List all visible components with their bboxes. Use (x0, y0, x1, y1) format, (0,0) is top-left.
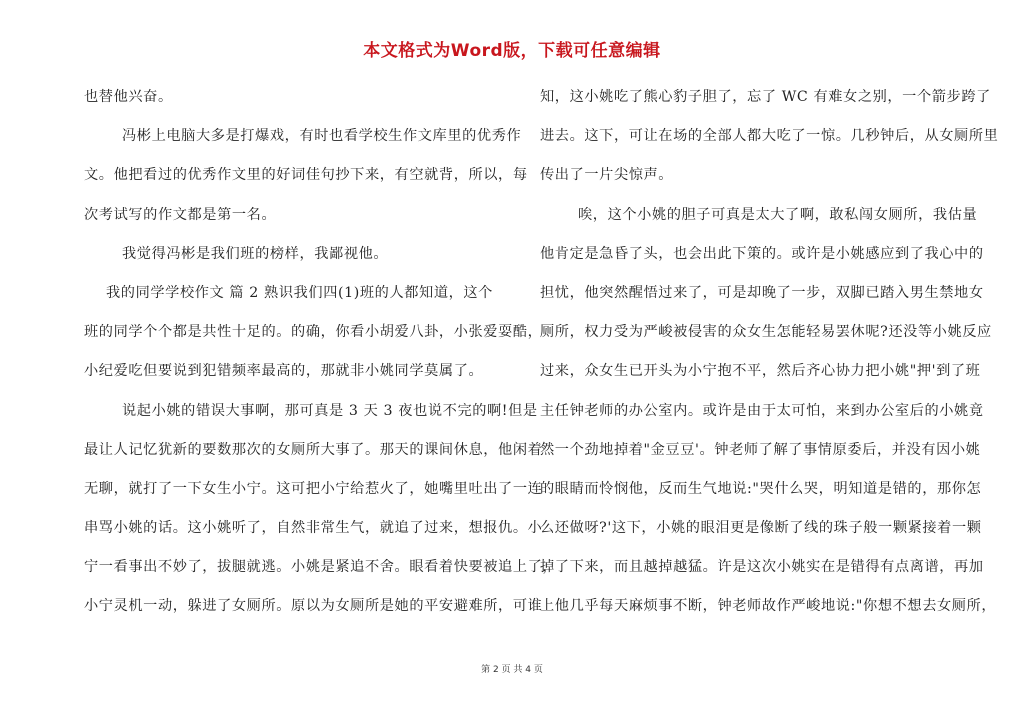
text-line: 串骂小姚的话。这小姚听了，自然非常生气，就追了过来，想报仇。小 (84, 520, 543, 537)
text-line: 文。他把看过的优秀作文里的好词佳句抄下来，有空就背，所以，每 (84, 167, 528, 184)
text-line: 上他几乎每天麻烦事不断，钟老师故作严峻地说:"你想不想去女厕所， (540, 598, 997, 615)
text-line: 他肯定是急昏了头，也会出此下策的。或许是小姚感应到了我心中的 (540, 245, 984, 262)
text-line: 过来，众女生已开头为小宁抱不平，然后齐心协力把小姚"押'到了班 (540, 363, 981, 380)
text-line: 然一个劲地掉着"金豆豆'。钟老师了解了事情原委后，并没有因小姚 (540, 441, 981, 458)
text-line: 厕所，权力受为严峻被侵害的众女生怎能轻易罢休呢?还没等小姚反应 (540, 324, 992, 341)
text-line: 我觉得冯彬是我们班的榜样，我鄙视他。 (122, 245, 389, 262)
text-line: 传出了一片尖惊声。 (540, 167, 674, 184)
text-line: 知，这小姚吃了熊心豹子胆了，忘了 WC 有难女之别，一个箭步跨了 (540, 89, 991, 105)
text-line: 进去。这下，可让在场的全部人都大吃了一惊。几秒钟后，从女厕所里 (540, 128, 999, 145)
text-line: 次考试写的作文都是第一名。 (84, 206, 277, 223)
text-line: 说起小姚的错误大事啊，那可真是 3 天 3 夜也说不完的啊!但是 (122, 402, 538, 419)
left-text-column (84, 78, 558, 627)
page-number-footer: 第 2 页 共 4 页 (481, 665, 543, 675)
text-line: 唉，这个小姚的胆子可真是太大了啊，敢私闯女厕所，我估量 (578, 206, 978, 223)
text-line: 冯彬上电脑大多是打爆戏，有时也看学校生作文库里的优秀作 (122, 128, 522, 145)
text-line: 班的同学个个都是共性十足的。的确，你看小胡爱八卦，小张爱耍酷， (84, 324, 543, 341)
text-line: 无聊，就打了一下女生小宁。这可把小宁给惹火了，她嘴里吐出了一连 (84, 480, 543, 497)
text-line: 我的同学学校作文 篇 2 熟识我们四(1)班的人都知道，这个 (106, 284, 493, 301)
text-line: 宁一看事出不妙了，拔腿就逃。小姚是紧追不舍。眼看着快要被追上了， (84, 559, 558, 576)
text-line: 也替他兴奋。 (84, 89, 173, 105)
right-text-column (540, 78, 999, 627)
document-banner: 本文格式为Word版，下载可任意编辑 (363, 41, 661, 61)
text-line: 的眼睛而怜悯他，反而生气地说:"哭什么哭，明知道是错的，那你怎 (540, 480, 982, 497)
text-line: 担忧，他突然醒悟过来了，可是却晚了一步，双脚已踏入男生禁地女 (540, 284, 984, 301)
text-line: 么还做呀?'这下，小姚的眼泪更是像断了线的珠子般一颗紧接着一颗 (540, 520, 982, 537)
text-line: 主任钟老师的办公室内。或许是由于太可怕，来到办公室后的小姚竟 (540, 402, 984, 419)
text-line: 小宁灵机一动，躲进了女厕所。原以为女厕所是她的平安避难所，可谁 (84, 598, 543, 615)
text-line: 小纪爱吃但要说到犯错频率最高的，那就非小姚同学莫属了。 (84, 363, 484, 380)
text-line: 掉了下来，而且越掉越猛。许是这次小姚实在是错得有点离谱，再加 (540, 559, 984, 576)
text-line: 最让人记忆犹新的要数那次的女厕所大事了。那天的课间休息，他闲着 (84, 441, 543, 458)
